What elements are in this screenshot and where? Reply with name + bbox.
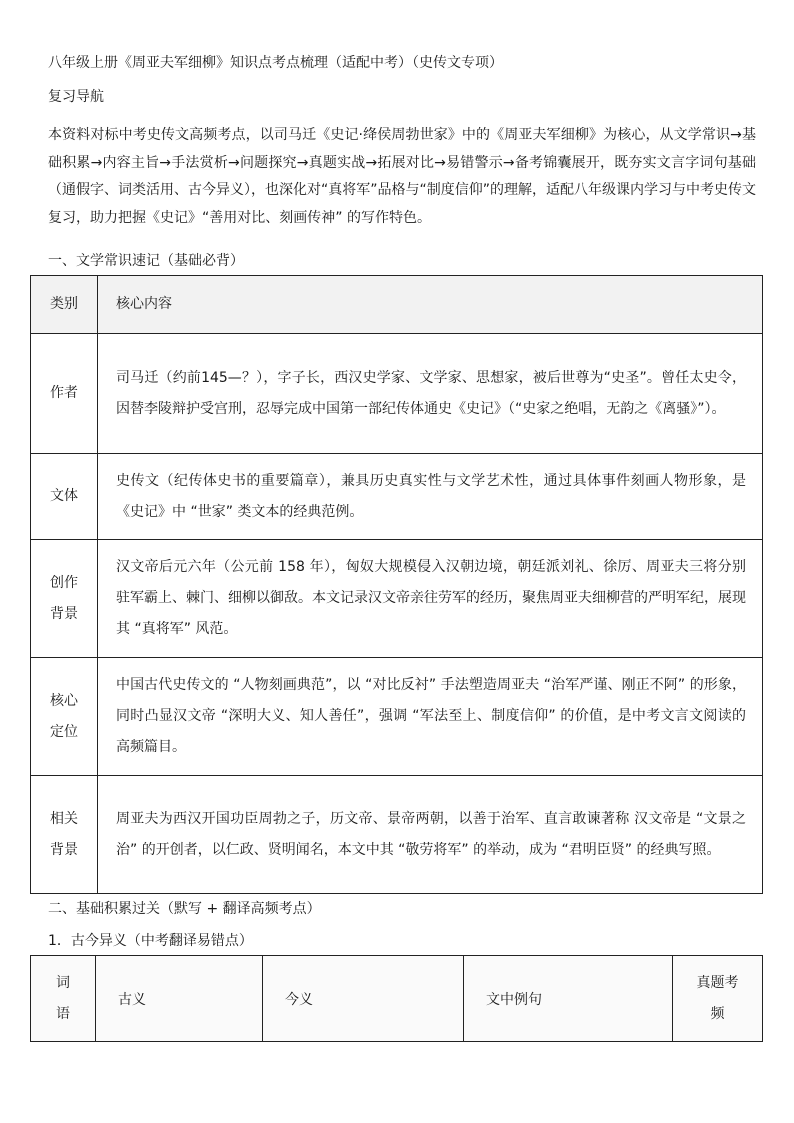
table-header-row <box>31 956 763 1042</box>
row-label: 相关 背景 <box>31 776 98 894</box>
subsection-heading: 1．古今异义（中考翻译易错点） <box>48 933 253 949</box>
header-exam-frequency: 真题考 频 <box>673 956 763 1042</box>
table-row <box>31 540 763 658</box>
header-category: 类别 <box>31 276 98 334</box>
intro-paragraph: 本资料对标中考史传文高频考点，以司马迁《史记·绛侯周勃世家》中的《周亚夫军细柳》为核心，从文学常识→基础积累→内容主旨→手法赏析→问题探究→真题实战→拓展对比→易错警示→备考锦囊展开，既夯实文言字词句基础（通假字、词类活用、古今异义），也深化对“真将军”品格与“制度信仰”的理解，适配八年级课内学习与中考史传文复习，助力把握《史记》“善用对比、刻画传神” 的写作特色。 <box>48 127 757 226</box>
row-content: 汉文帝后元六年（公元前 158 年），匈奴大规模侵入汉朝边境，朝廷派刘礼、徐厉、周亚夫三将分别驻军霸上、棘门、细柳以御敌。本文记录汉文帝亲往劳军的经历，聚焦周亚夫细柳营的严明军纪，展现其 “真将军” 风范。 <box>98 540 763 658</box>
literature-facts-table <box>30 275 763 894</box>
row-label: 创作 背景 <box>31 540 98 658</box>
document-title: 八年级上册《周亚夫军细柳》知识点考点梳理（适配中考）（史传文专项） <box>48 55 503 71</box>
header-example-sentence: 文中例句 <box>464 956 673 1042</box>
row-content: 司马迁（约前145—？），字子长，西汉史学家、文学家、思想家，被后世尊为“史圣”。曾任太史令，因替李陵辩护受宫刑，忍辱完成中国第一部纪传体通史《史记》（“史家之绝唱，无韵之《离骚》”）。 <box>98 334 763 454</box>
ancient-modern-meaning-table <box>30 955 763 1042</box>
section-heading-nav: 复习导航 <box>48 89 104 105</box>
section-heading-1: 一、文学常识速记（基础必背） <box>48 253 244 269</box>
header-content: 核心内容 <box>98 276 763 334</box>
row-label: 作者 <box>31 334 98 454</box>
row-content: 史传文（纪传体史书的重要篇章），兼具历史真实性与文学艺术性，通过具体事件刻画人物形象，是《史记》中 “世家” 类文本的经典范例。 <box>98 454 763 540</box>
header-word: 词 语 <box>31 956 96 1042</box>
table-row <box>31 334 763 454</box>
table-row <box>31 658 763 776</box>
row-content: 中国古代史传文的 “人物刻画典范”，以 “对比反衬” 手法塑造周亚夫 “治军严谨、刚正不阿” 的形象，同时凸显汉文帝 “深明大义、知人善任”，强调 “军法至上、制度信仰” 的价值，是中考文言文阅读的高频篇目。 <box>98 658 763 776</box>
table-header-row <box>31 276 763 334</box>
table-row <box>31 454 763 540</box>
header-ancient-meaning: 古义 <box>96 956 263 1042</box>
row-content: 周亚夫为西汉开国功臣周勃之子，历文帝、景帝两朝，以善于治军、直言敢谏著称 汉文帝是 “文景之治” 的开创者，以仁政、贤明闻名，本文中其 “敬劳将军” 的举动，成为 “君明臣贤” 的经典写照。 <box>98 776 763 894</box>
section-heading-2: 二、基础积累过关（默写 + 翻译高频考点） <box>48 901 321 917</box>
row-label: 文体 <box>31 454 98 540</box>
row-label: 核心 定位 <box>31 658 98 776</box>
table-row <box>31 776 763 894</box>
header-modern-meaning: 今义 <box>263 956 464 1042</box>
